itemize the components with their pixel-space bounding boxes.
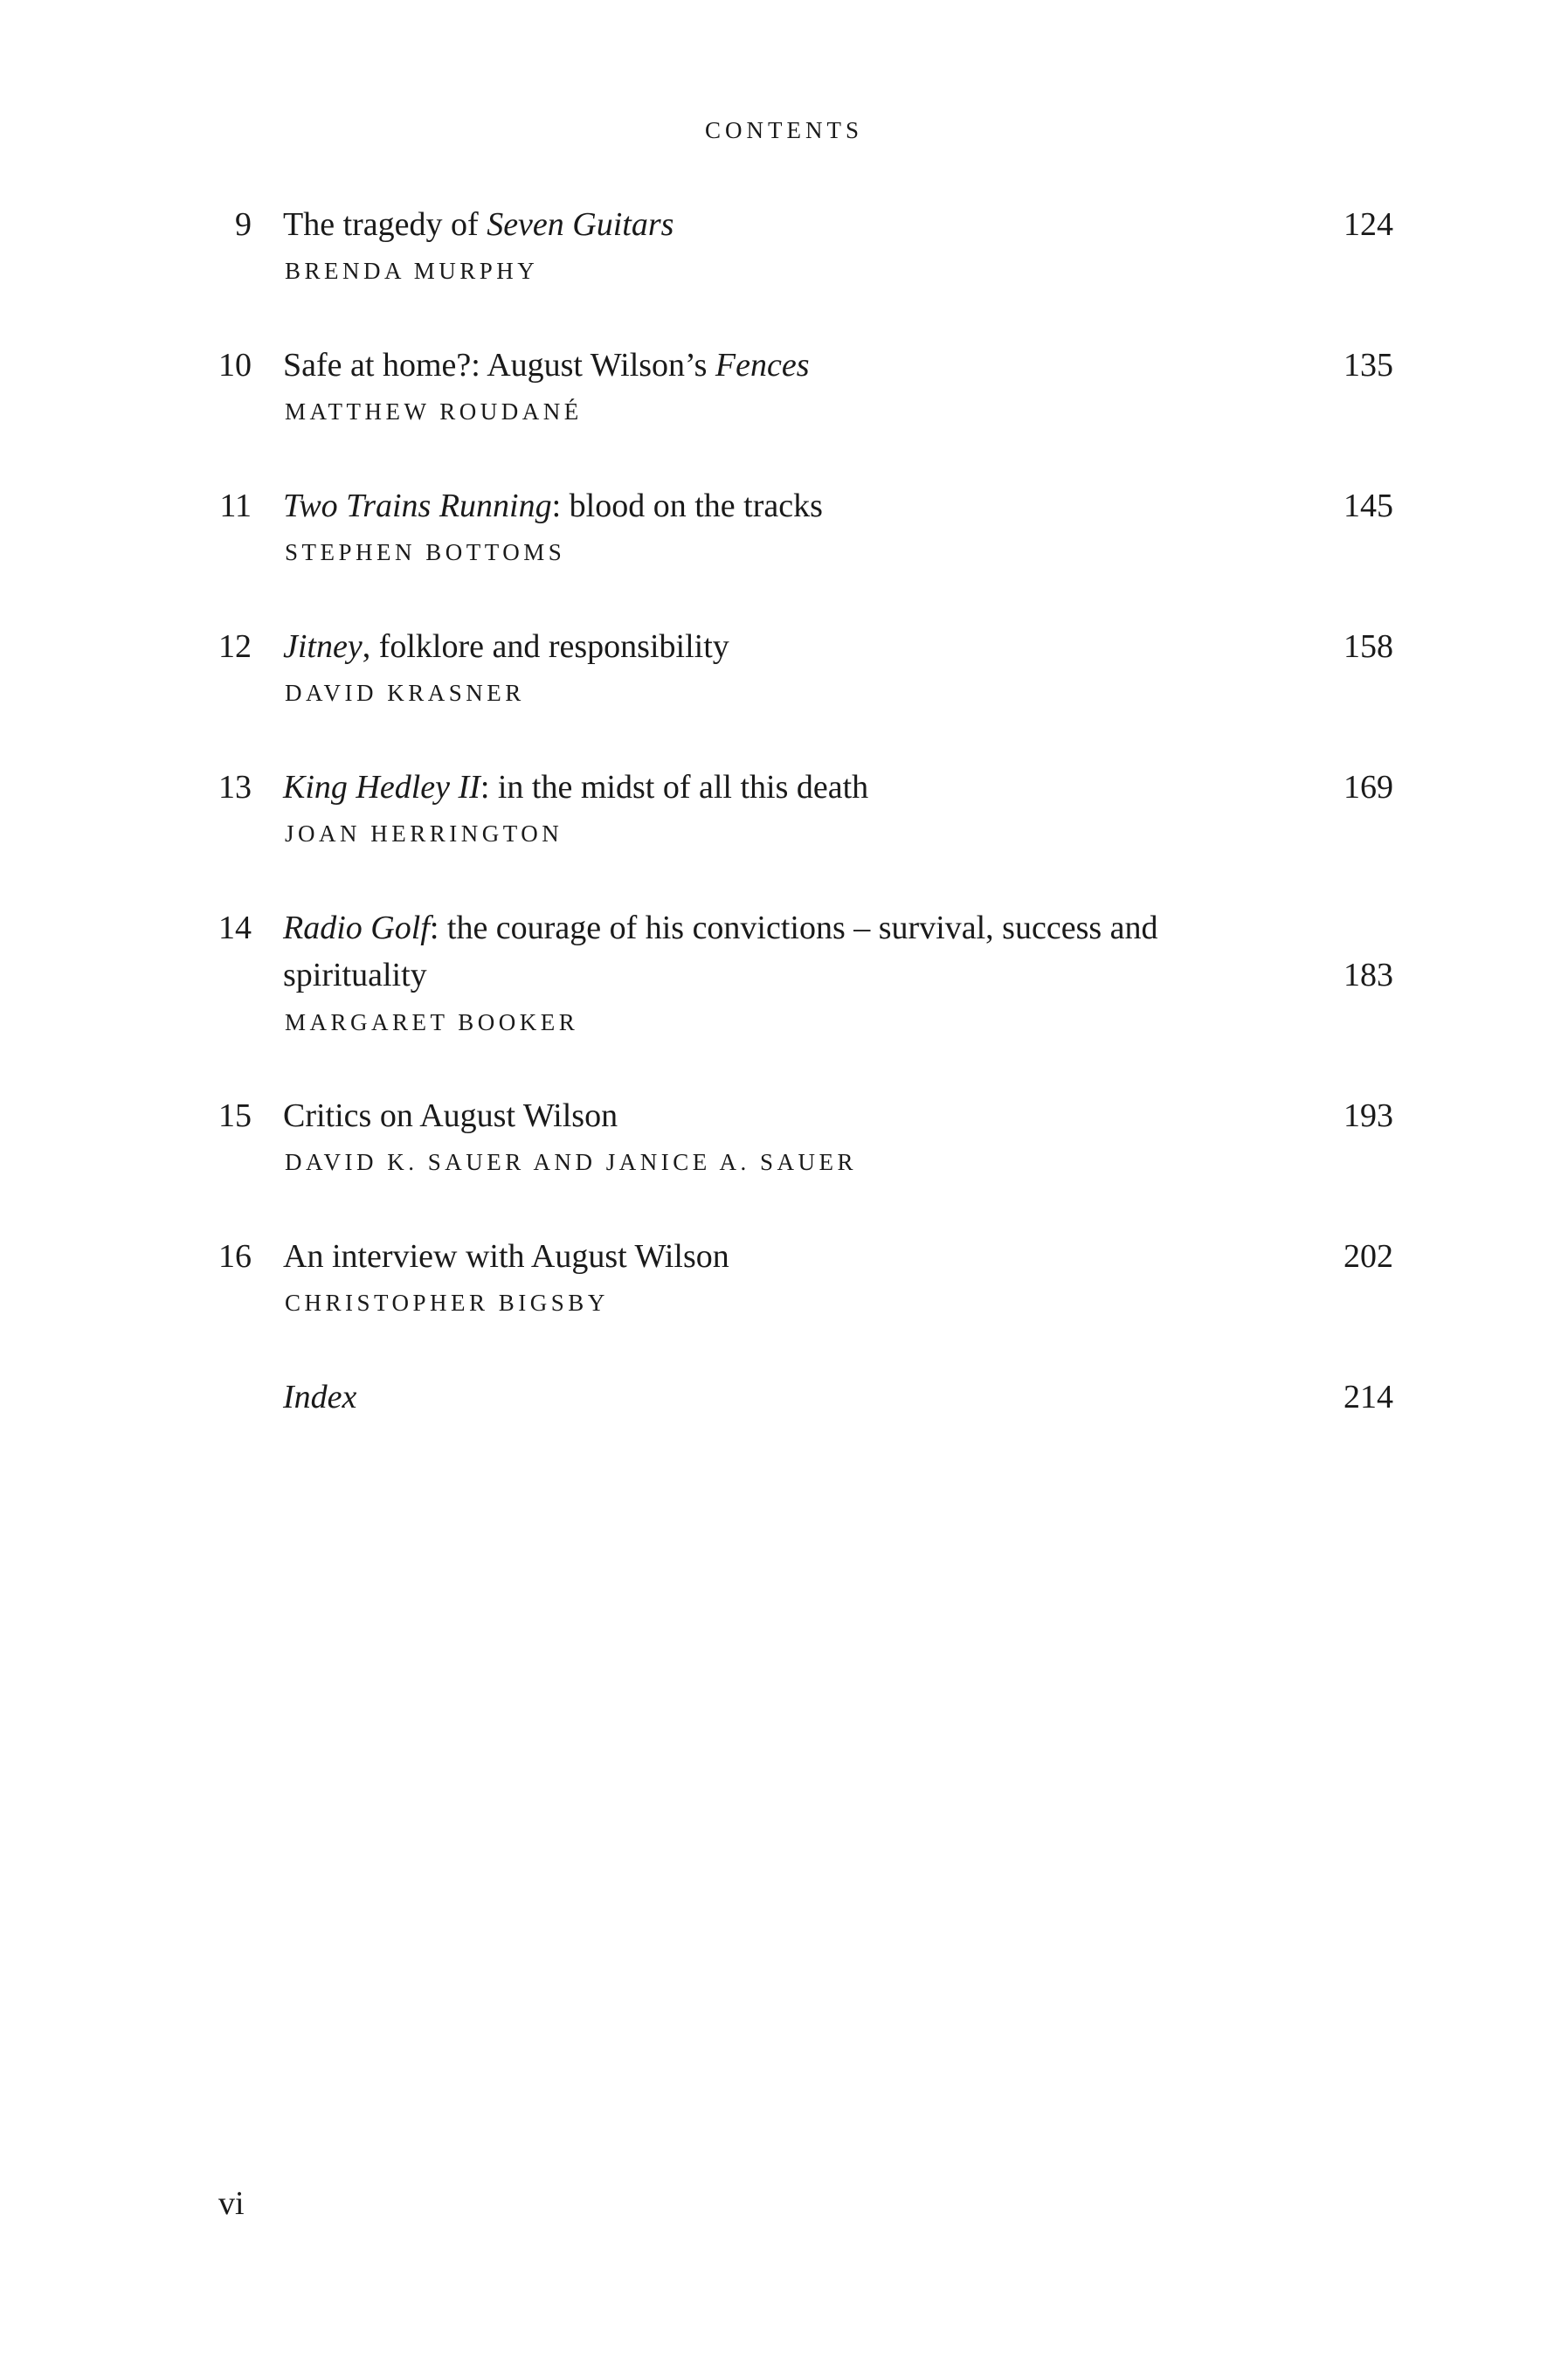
index-page-number: 214 (1344, 1379, 1393, 1415)
chapter-number: 11 (219, 488, 252, 524)
title-text-line2: spirituality (283, 957, 427, 993)
title-italic: Fences (715, 347, 810, 384)
title-text-post: : blood on the tracks (551, 488, 823, 524)
chapter-author: MARGARET BOOKER (285, 1009, 579, 1035)
page-number: 202 (1344, 1238, 1393, 1275)
chapter-author: JOAN HERRINGTON (285, 820, 563, 847)
chapter-number: 10 (218, 347, 252, 384)
title-text-post: : the courage of his convictions – survival, success and (429, 910, 1158, 946)
chapter-title[interactable] (283, 201, 1270, 248)
chapter-title[interactable] (283, 1233, 1270, 1280)
chapter-author: MATTHEW ROUDANÉ (285, 398, 583, 425)
chapter-title[interactable] (283, 482, 1270, 529)
title-italic: Seven Guitars (487, 206, 674, 243)
title-text: Safe at home?: August Wilson’s (283, 347, 715, 384)
title-italic: Radio Golf (283, 910, 430, 946)
chapter-title[interactable] (283, 623, 1270, 670)
title-italic: Two Trains Running (283, 488, 552, 524)
title-text-post: : in the midst of all this death (480, 769, 869, 806)
chapter-number: 14 (218, 910, 252, 946)
page-number: 124 (1344, 206, 1393, 243)
chapter-author: DAVID K. SAUER AND JANICE A. SAUER (285, 1149, 858, 1175)
chapter-title[interactable] (283, 904, 1270, 999)
chapter-author: CHRISTOPHER BIGSBY (285, 1290, 609, 1316)
title-text: The tragedy of (283, 206, 487, 243)
page-folio: vi (218, 2185, 245, 2222)
chapter-number: 15 (218, 1097, 252, 1134)
page-number: 193 (1344, 1097, 1393, 1134)
chapter-number: 16 (218, 1238, 252, 1275)
title-italic: Jitney (283, 628, 363, 665)
chapter-title[interactable] (283, 764, 1270, 811)
chapter-number: 12 (218, 628, 252, 665)
running-head: CONTENTS (705, 117, 863, 143)
page-number: 183 (1344, 957, 1393, 993)
chapter-title[interactable] (283, 1092, 1270, 1139)
title-italic: King Hedley II (283, 769, 480, 806)
chapter-author: BRENDA MURPHY (285, 258, 539, 284)
chapter-number: 13 (218, 769, 252, 806)
chapter-author: STEPHEN BOTTOMS (285, 539, 566, 565)
page-number: 145 (1344, 488, 1393, 524)
chapter-author: DAVID KRASNER (285, 680, 525, 706)
page-number: 135 (1344, 347, 1393, 384)
title-text-post: , folklore and responsibility (362, 628, 729, 665)
page-number: 158 (1344, 628, 1393, 665)
index-title[interactable] (283, 1374, 1270, 1421)
index-title-text: Index (283, 1379, 357, 1415)
page-number: 169 (1344, 769, 1393, 806)
chapter-title[interactable] (283, 342, 1270, 389)
title-text: An interview with August Wilson (283, 1238, 729, 1275)
chapter-number: 9 (235, 206, 252, 243)
title-text: Critics on August Wilson (283, 1097, 618, 1134)
